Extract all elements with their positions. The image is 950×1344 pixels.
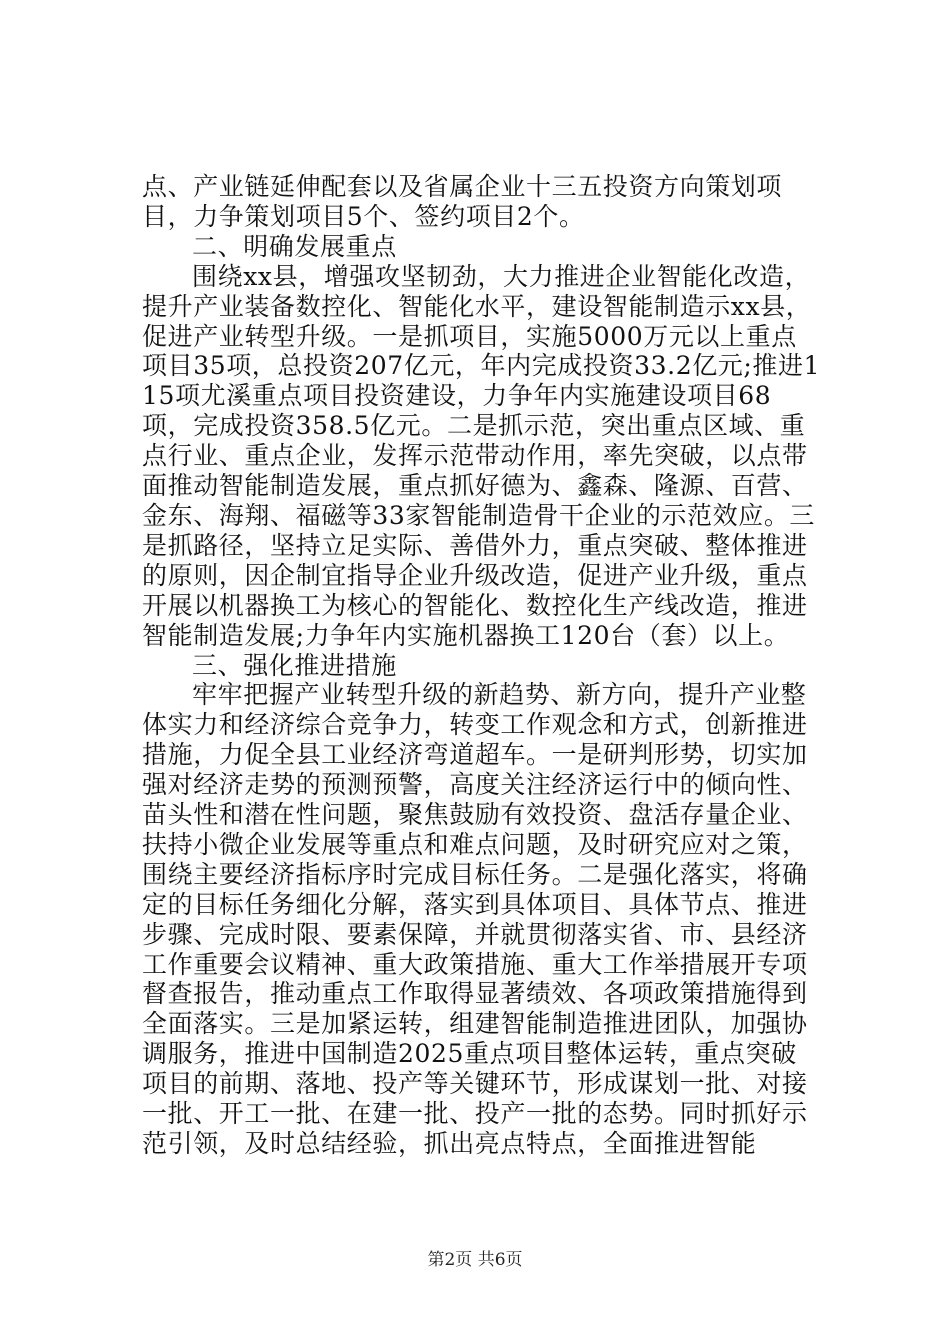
document-body [142, 172, 822, 1159]
section-heading-3: 三、强化推进措施 [192, 650, 397, 680]
section-heading-2: 二、明确发展重点 [192, 231, 397, 261]
paragraph-development-focus: 围绕xx县，增强攻坚韧劲，大力推进企业智能化改造，提升产业装备数控化、智能化水平，建设智能制造示xx县，促进产业转型升级。一是抓项目，实施5000万元以上重点项目35项，总投资207亿元，年内完成投资33.2亿元;推进115项尤溪重点项目投资建设，力争年内实施建设项目68项，完成投资358.5亿元。二是抓示范，突出重点区域、重点行业、重点企业，发挥示范带动作用，率先突破，以点带面推动智能制造发展，重点抓好德为、鑫森、隆源、百营、金东、海翔、福磁等33家智能制造骨干企业的示范效应。三是抓路径，坚持立足实际、善借外力，重点突破、整体推进的原则，因企制宜指导企业升级改造，促进产业升级，重点开展以机器换工为核心的智能化、数控化生产线改造，推进智能制造发展;力争年内实施机器换工120台（套）以上。 [142, 261, 821, 650]
page-number-footer: 第2页 共6页 [427, 1250, 523, 1270]
paragraph-measures: 牢牢把握产业转型升级的新趋势、新方向，提升产业整体实力和经济综合竞争力，转变工作观念和方式，创新推进措施，力促全县工业经济弯道超车。一是研判形势，切实加强对经济走势的预测预警，高度关注经济运行中的倾向性、苗头性和潜在性问题，聚焦鼓励有效投资、盘活存量企业、扶持小微企业发展等重点和难点问题，及时研究应对之策，围绕主要经济指标序时完成目标任务。二是强化落实，将确定的目标任务细化分解，落实到具体项目、具体节点、推进步骤、完成时限、要素保障，并就贯彻落实省、市、县经济工作重要会议精神、重大政策措施、重大工作举措展开专项督查报告，推动重点工作取得显著绩效、各项政策措施得到全面落实。三是加紧运转，组建智能制造推进团队，加强协调服务，推进中国制造2025重点项目整体运转，重点突破项目的前期、落地、投产等关键环节，形成谋划一批、对接一批、开工一批、在建一批、投产一批的态势。同时抓好示范引领，及时总结经验，抓出亮点特点，全面推进智能 [142, 680, 808, 1158]
paragraph-continuation: 点、产业链延伸配套以及省属企业十三五投资方向策划项目，力争策划项目5个、签约项目2个。 [142, 172, 783, 231]
